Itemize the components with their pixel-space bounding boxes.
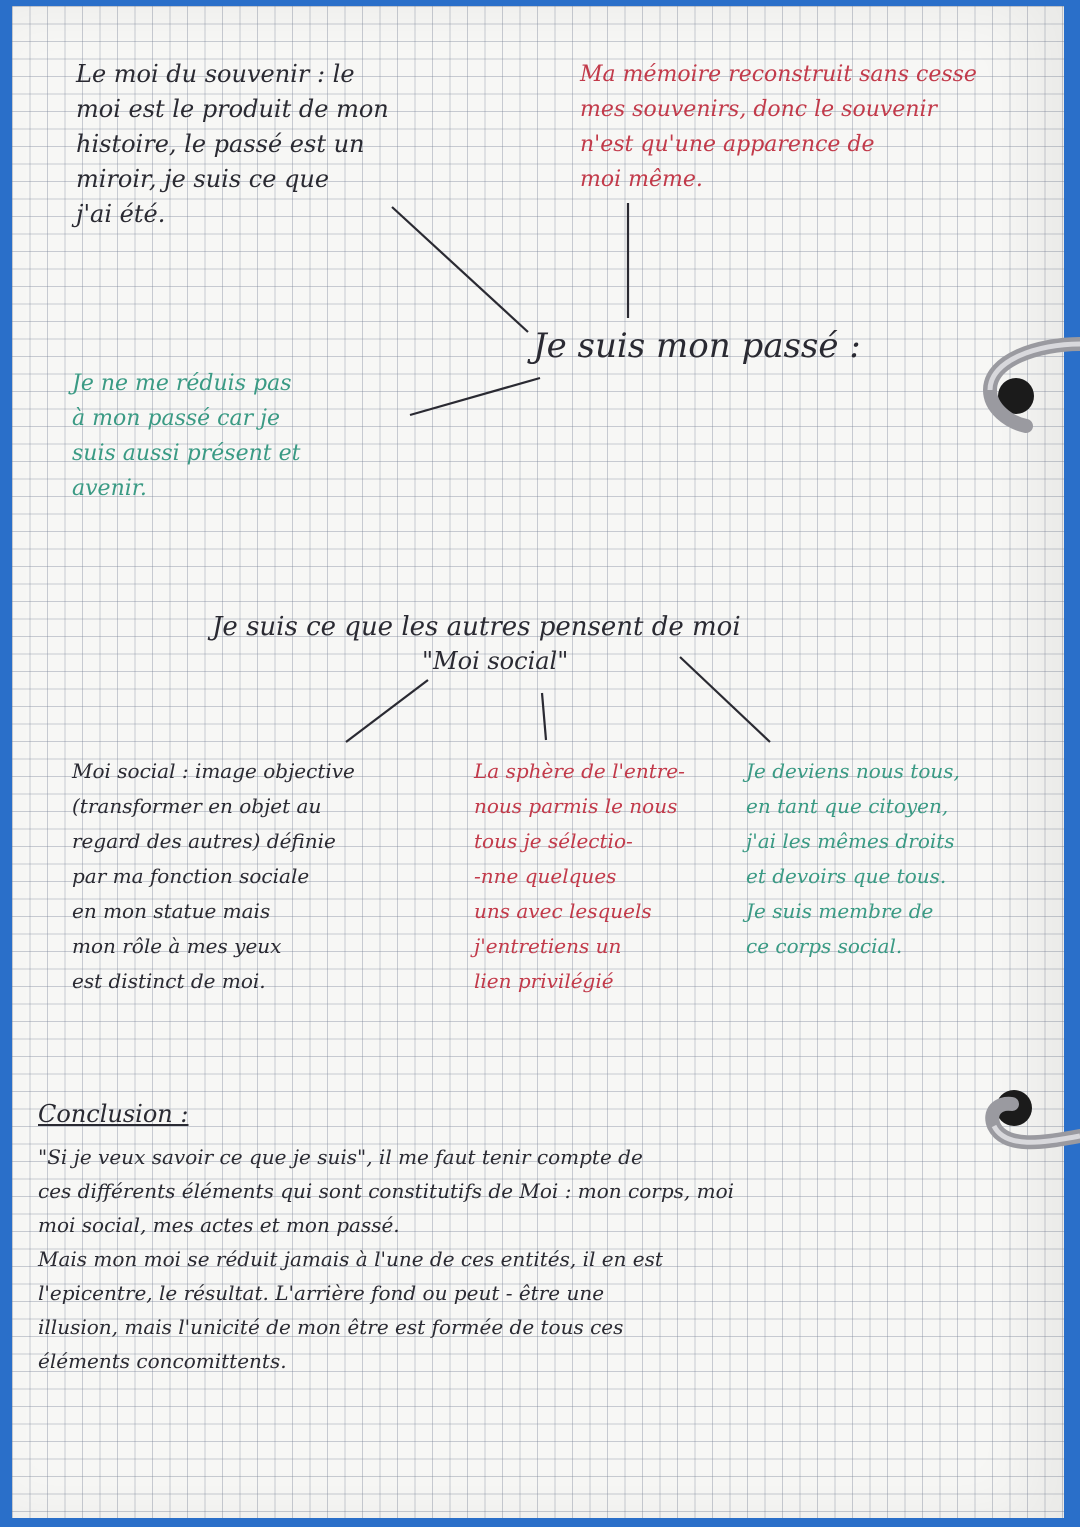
entre-nous-column: La sphère de l'entre- nous parmis le nous tous je sélectio- -nne quelques uns avec lesquels j'entretiens un lien privilégié bbox=[474, 759, 685, 993]
social-heading: Je suis ce que les autres pensent de moi bbox=[212, 612, 741, 642]
conclusion-title: Conclusion : bbox=[38, 1100, 189, 1128]
nous-tous-column: Je deviens nous tous, en tant que citoyen, j'ai les mêmes droits et devoirs que tous. Je suis membre de ce corps social. bbox=[746, 759, 960, 958]
center-heading: Je suis mon passé : bbox=[533, 326, 861, 366]
binder-ring-bottom bbox=[976, 1086, 1080, 1190]
top-left-note: Le moi du souvenir : le moi est le produit de mon histoire, le passé est un miroir, je suis ce que j'ai été. bbox=[76, 60, 389, 228]
social-subheading: "Moi social" bbox=[422, 647, 569, 675]
moi-social-column: Moi social : image objective (transformer en objet au regard des autres) définie par ma fonction sociale en mon statue mais mon rôle à mes yeux est distinct de moi. bbox=[72, 759, 355, 993]
left-middle-note: Je ne me réduis pas à mon passé car je suis aussi présent et avenir. bbox=[72, 371, 301, 501]
binder-ring-top bbox=[978, 330, 1080, 440]
top-right-note: Ma mémoire reconstruit sans cesse mes souvenirs, donc le souvenir n'est qu'une apparence de moi même. bbox=[580, 62, 977, 192]
conclusion-body: "Si je veux savoir ce que je suis", il me faut tenir compte de ces différents éléments qui sont constitutifs de Moi : mon corps, moi moi social, mes actes et mon passé. Mais mon moi se réduit jamais à l'une de ces entités, il en est l'epicentre, le résultat. L'arrière fond ou peut - être une illusion, mais l'unicité de mon être est formée de tous ces éléments concomittents. bbox=[38, 1145, 735, 1373]
